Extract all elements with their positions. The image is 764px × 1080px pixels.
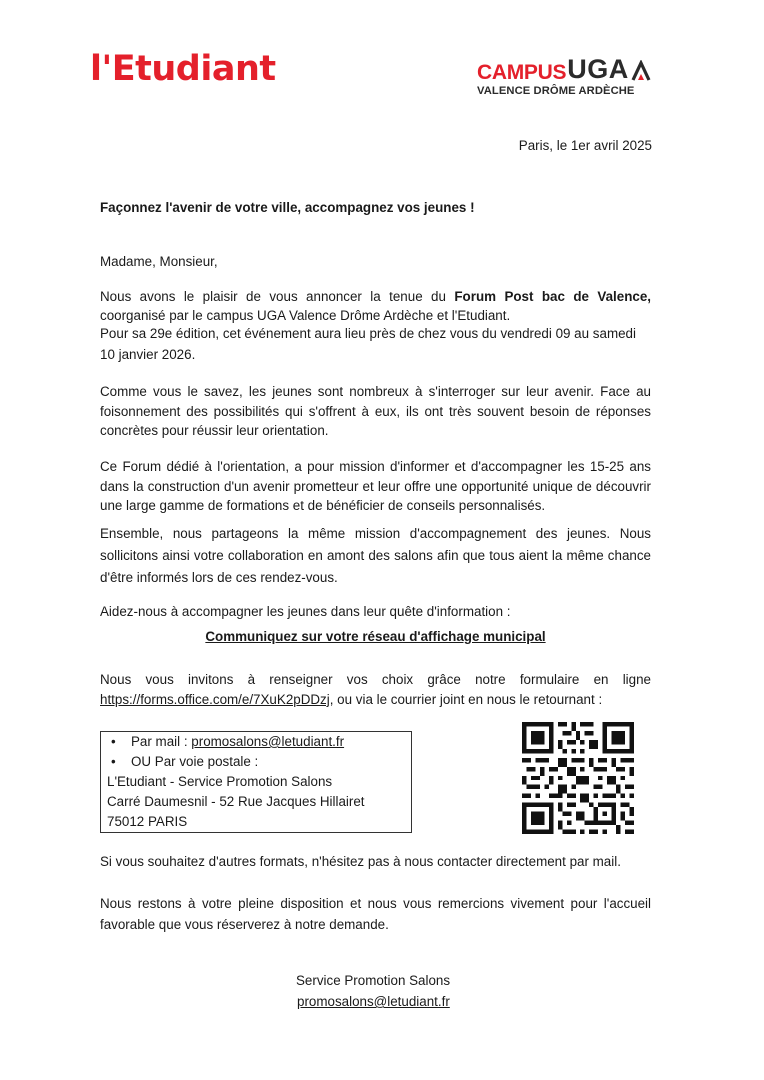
- form-link[interactable]: https://forms.office.com/e/7XuK2pDDzj: [100, 691, 330, 707]
- mail-label: Par mail :: [131, 734, 192, 749]
- paragraph-context: Comme vous le savez, les jeunes sont nombreux à s'interroger sur leur avenir. Face au foisonnement des possibilités qui s'offrent à eux, ils ont très souvent besoin de réponses concrètes pour réussir leur orientation.: [100, 384, 651, 438]
- qr-code-icon[interactable]: [522, 722, 634, 834]
- bullet-icon: •: [111, 734, 116, 749]
- letudiant-logo: l'Etudiant: [90, 49, 276, 89]
- contact-box: [100, 731, 412, 833]
- bullet-icon: •: [111, 754, 116, 769]
- campus-logo-subtitle: VALENCE DRÔME ARDÈCHE: [477, 85, 635, 97]
- address-line-1: L'Etudiant - Service Promotion Salons: [107, 774, 333, 789]
- forum-name: Forum Post bac de Valence,: [454, 289, 652, 304]
- intro-line-2: coorganisé par le campus UGA Valence Drôme Ardèche et l'Etudiant.: [100, 307, 511, 323]
- signature-email-link[interactable]: promosalons@letudiant.fr: [297, 994, 450, 1009]
- form-invite-text: Nous vous invitons à renseigner vos choix grâce notre formulaire en ligne: [100, 672, 651, 687]
- paragraph-intro: [100, 287, 651, 366]
- signature-name: Service Promotion Salons: [296, 973, 451, 988]
- campus-uga-logo: [477, 56, 677, 97]
- letter-subject: Façonnez l'avenir de votre ville, accompagnez vos jeunes !: [100, 200, 475, 215]
- paragraph-formats: Si vous souhaitez d'autres formats, n'hésitez pas à nous contacter directement par mail.: [100, 854, 621, 869]
- paragraph-thanks: Nous restons à votre pleine disposition et nous vous remercions vivement pour l'accueil favorable que vous réserverez à notre demande.: [100, 896, 651, 932]
- post-item: [107, 752, 405, 772]
- mail-item: [107, 732, 405, 752]
- uga-triangle-icon: [631, 60, 651, 82]
- paragraph-form: [100, 670, 651, 709]
- uga-logo-word: UGA: [567, 54, 629, 84]
- post-label: OU Par voie postale :: [131, 754, 259, 769]
- intro-line-3: Pour sa 29e édition, cet événement aura lieu près de chez vous du vendredi 09 au samedi: [100, 325, 636, 341]
- cta-heading: Communiquez sur votre réseau d'affichage municipal: [205, 629, 546, 644]
- intro-line-4: 10 janvier 2026.: [100, 346, 196, 362]
- address-line-2: Carré Daumesnil - 52 Rue Jacques Hillairet: [107, 794, 365, 809]
- letter-date: Paris, le 1er avril 2025: [518, 138, 652, 153]
- mail-link[interactable]: promosalons@letudiant.fr: [191, 734, 345, 749]
- address-line-3: 75012 PARIS: [107, 814, 188, 829]
- campus-logo-word: CAMPUS: [477, 61, 567, 84]
- paragraph-forum-mission: Ce Forum dédié à l'orientation, a pour mission d'informer et d'accompagner les 15-25 ans dans la construction d'un avenir prometteur et leur offre une opportunité unique de découvrir une large gamme de formations et de bénéficier de conseils personnalisés.: [100, 459, 651, 513]
- paragraph-collaboration: Ensemble, nous partageons la même mission d'accompagnement des jeunes. Nous sollicitons ainsi votre collaboration en amont des salons afin que tous aient la même chance d'être informés lors de ces rendez-vous.: [100, 526, 651, 585]
- letter-greeting: Madame, Monsieur,: [100, 254, 218, 269]
- form-after-text: , ou via le courrier joint en nous le retournant :: [329, 691, 603, 707]
- intro-text: Nous avons le plaisir de vous annoncer la tenue du: [100, 289, 455, 304]
- paragraph-help: Aidez-nous à accompagner les jeunes dans leur quête d'information :: [100, 604, 511, 619]
